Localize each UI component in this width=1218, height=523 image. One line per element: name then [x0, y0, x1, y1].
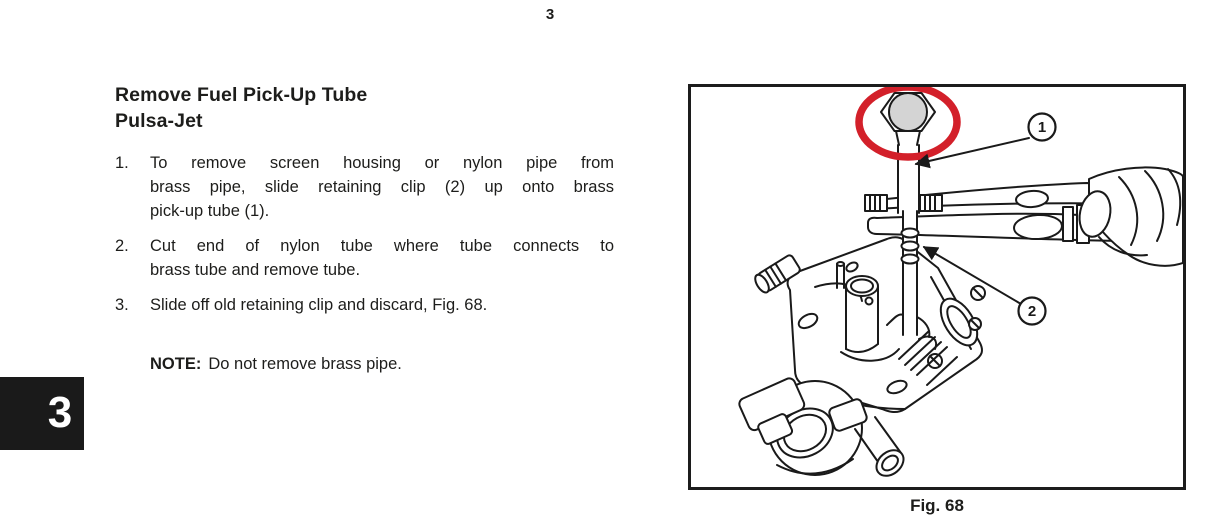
text-line: brass tube and remove tube.: [150, 261, 361, 279]
hand: [1076, 167, 1183, 265]
text-line: Slide off old retaining clip and discard, Fig. 68.: [150, 296, 488, 314]
callout-2: [1019, 298, 1046, 325]
note-label: NOTE:: [150, 355, 202, 373]
step-3-number: 3.: [115, 296, 129, 314]
text-line: pick-up tube (1).: [150, 202, 270, 220]
step-2: [115, 234, 614, 282]
page-number: 3: [545, 6, 555, 23]
text-line: brass pipe, slide retaining clip (2) up onto brass: [150, 178, 614, 196]
step-2-text: [150, 234, 614, 282]
step-1: [115, 151, 614, 223]
note-text: Do not remove brass pipe.: [208, 355, 402, 373]
step-3-text: [150, 293, 614, 317]
callout-1-label: 1: [1037, 119, 1047, 136]
hex-nut: [881, 93, 935, 145]
text-line: To remove screen housing or nylon pipe from: [150, 154, 614, 172]
step-3: [115, 293, 614, 317]
callout-1: [1029, 114, 1056, 141]
heading-line-1: Remove Fuel Pick-Up Tube: [115, 84, 368, 106]
heading-line-2: Pulsa-Jet: [115, 110, 203, 132]
callout-2-label: 2: [1027, 303, 1037, 320]
section-tab: 3: [0, 377, 84, 450]
step-2-number: 2.: [115, 237, 129, 255]
note: [150, 352, 614, 376]
figure-caption: Fig. 68: [910, 496, 964, 515]
figure-frame: [688, 84, 1186, 490]
step-1-text: [150, 151, 614, 223]
carburetor-body: [737, 237, 985, 481]
text-line: Cut end of nylon tube where tube connects to: [150, 237, 614, 255]
figure-illustration: [691, 87, 1183, 487]
section-heading: [115, 82, 614, 134]
instruction-column: [115, 82, 614, 376]
step-1-number: 1.: [115, 154, 129, 172]
